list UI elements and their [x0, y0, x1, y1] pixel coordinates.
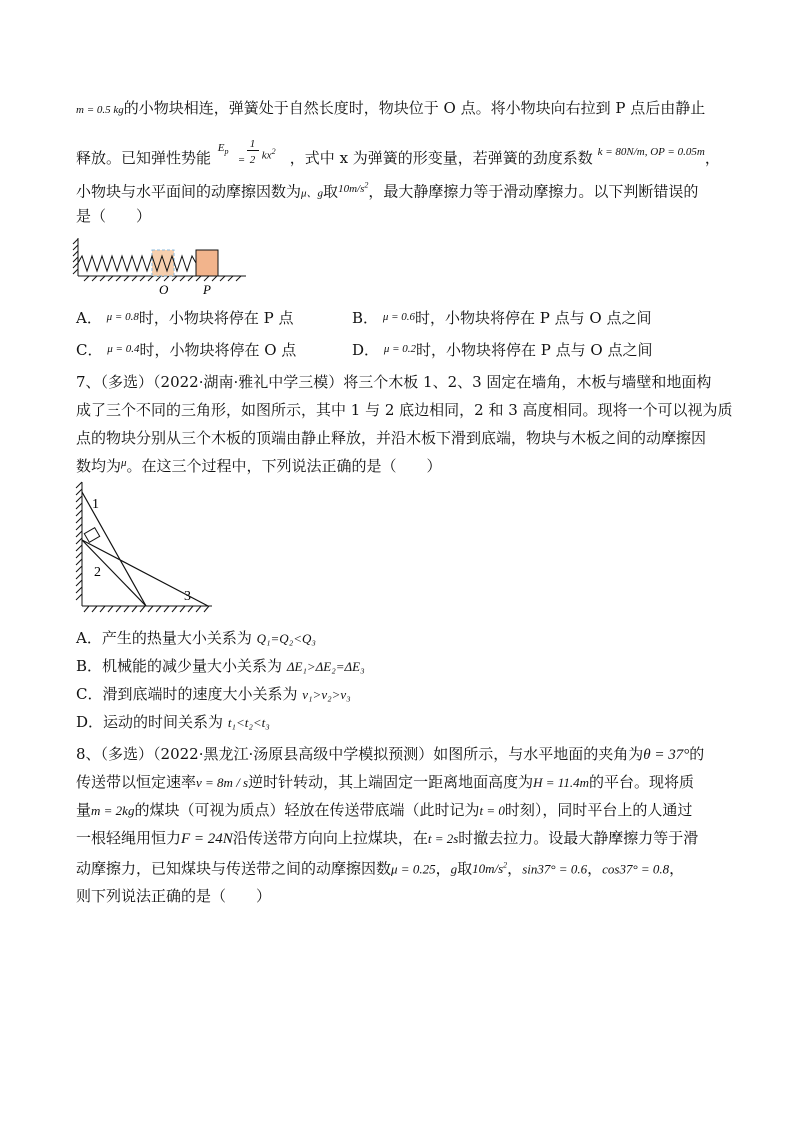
elastic-energy-formula: $E_p$ = 1 2 $kx^2$ — [217, 138, 276, 166]
q7-option-c[interactable]: C．滑到底端时的速度大小关系为 v₁>v₂>v₃ — [76, 685, 351, 703]
q8-line-1: 8、（多选）（2022·黑龙江·汤原县高级中学模拟预测）如图所示，与水平地面的夹角为θ = 37°的 — [76, 745, 705, 763]
q7-line-1: 7、（多选）（2022·湖南·雅礼中学三模）将三个木板 1、2、3 固定在墙角，木板与墙壁和地面构 — [76, 373, 712, 391]
gravity-value: 10m/s2 — [338, 180, 369, 195]
q6-line-1-text: 的小物块相连，弹簧处于自然长度时，物块位于 O 点。将小物块向右拉到 P 点后由静止 — [123, 99, 706, 117]
cos-expr: cos37° = 0.8 — [602, 861, 670, 877]
q7-option-b[interactable]: B．机械能的减少量大小关系为 ΔE₁>ΔE₂=ΔE₃ — [76, 657, 365, 675]
q6-line-2: 释放。已知弹性势能 $E_p$ = 1 2 $kx^2$ ，式中 x 为弹簧的形变量，若弹簧的劲度系数 $^{k = 80N/m, OP = 0.05m}$， — [76, 138, 720, 167]
q6-line-3-text-b: 取 — [323, 182, 339, 201]
block-at-O-dashed — [152, 250, 174, 276]
floor-hatching — [84, 276, 241, 281]
q6-line-3 — [76, 180, 698, 204]
ground — [82, 606, 212, 612]
q7-line-3: 点的物块分别从三个木板的顶端由静止释放，并沿木板下滑到底端，物块与木板之间的动摩擦因 — [76, 429, 707, 447]
theta-expr: θ = 37° — [643, 747, 690, 763]
mu-expr: μ = 0.25 — [391, 861, 436, 877]
height-expr: H = 11.4m — [533, 775, 589, 790]
q6-line-4-text: 是（ ） — [76, 207, 152, 225]
q7-line-2: 成了三个不同的三角形，如图所示，其中 1 与 2 底边相同，2 和 3 高度相同。现将一个可以视为质 — [76, 401, 733, 419]
block-at-P — [196, 250, 218, 276]
q6-line-2-text-a: 释放。已知弹性势能 — [76, 149, 212, 167]
q6-line-4 — [76, 206, 151, 226]
spring-coil — [78, 256, 196, 271]
wall — [76, 482, 82, 606]
speed-expr: v = 8m / s — [196, 775, 249, 790]
sin-expr: sin37° = 0.6 — [522, 861, 588, 877]
q6-option-b[interactable]: B． $^{\mu = 0.6}$时，小物块将停在 P 点与 O 点之间 — [352, 309, 652, 327]
q6-line-3-text-c: ，最大静摩擦力等于滑动摩擦力。以下判断错误的 — [368, 182, 699, 201]
q8-line-5: 动摩擦力，已知煤块与传送带之间的动摩擦因数μ = 0.25，g取$10m/s^2$，sin37° = 0.6，cos37° = 0.8， — [76, 859, 685, 878]
mass-expression: m = 0.5 kg — [76, 104, 124, 116]
label-board-2: 2 — [94, 565, 101, 580]
q7-line-4: 数均为$^\mu$。在这三个过程中，下列说法正确的是（ ） — [76, 457, 442, 475]
q8-line-6: 则下列说法正确的是（ ） — [76, 887, 272, 905]
force-expr: F = 24N — [181, 831, 233, 847]
q8-line-4: 一根轻绳用恒力F = 24N沿传送带方向向上拉煤块，在t = 2s时撤去拉力。设最大静摩擦力等于滑 — [76, 829, 699, 847]
mu-symbol: μ — [121, 457, 127, 469]
mass-expr: m = 2kg — [91, 803, 135, 818]
q6-option-c[interactable]: C． $^{\mu = 0.4}$时，小物块将停在 O 点 — [76, 341, 297, 359]
label-P: P — [203, 282, 211, 297]
q7-option-a[interactable]: A．产生的热量大小关系为 Q₁=Q₂<Q₃ — [76, 629, 316, 647]
label-board-3: 3 — [184, 589, 191, 604]
mu-g-symbols: μ、g — [301, 187, 324, 200]
q6-option-a[interactable]: A． $^{\mu = 0.8}$时，小物块将停在 P 点 — [76, 309, 294, 327]
gravity-expr: $10m/s^2$ — [472, 861, 508, 877]
t0-expr: t = 0 — [479, 803, 505, 818]
q6-line-1 — [76, 98, 705, 120]
label-board-1: 1 — [92, 497, 99, 512]
q6-option-d[interactable]: D． $^{\mu = 0.2}$时，小物块将停在 P 点与 O 点之间 — [352, 341, 653, 359]
q6-line-2-text-b: ，式中 x 为弹簧的形变量，若弹簧的劲度系数 — [289, 149, 593, 167]
t2-expr: t = 2s — [427, 831, 459, 846]
q8-line-2: 传送带以恒定速率v = 8m / s逆时针转动，其上端固定一距离地面高度为H = 11.4m的平台。现将质 — [76, 773, 694, 791]
q6-line-3-text-a: 小物块与水平面间的动摩擦因数为 — [76, 182, 302, 201]
spring-block-figure — [70, 234, 260, 300]
boards-figure — [66, 478, 226, 616]
q7-option-d[interactable]: D．运动的时间关系为 t₁<t₂<t₃ — [76, 713, 270, 731]
q8-line-3: 量m = 2kg的煤块（可视为质点）轻放在传送带底端（此时记为t = 0时刻），同时平台上的人通过 — [76, 801, 693, 819]
label-O: O — [159, 282, 169, 297]
block-on-board — [84, 528, 99, 543]
spring-constant-expression: k = 80N/m, OP = 0.05m — [597, 146, 705, 158]
